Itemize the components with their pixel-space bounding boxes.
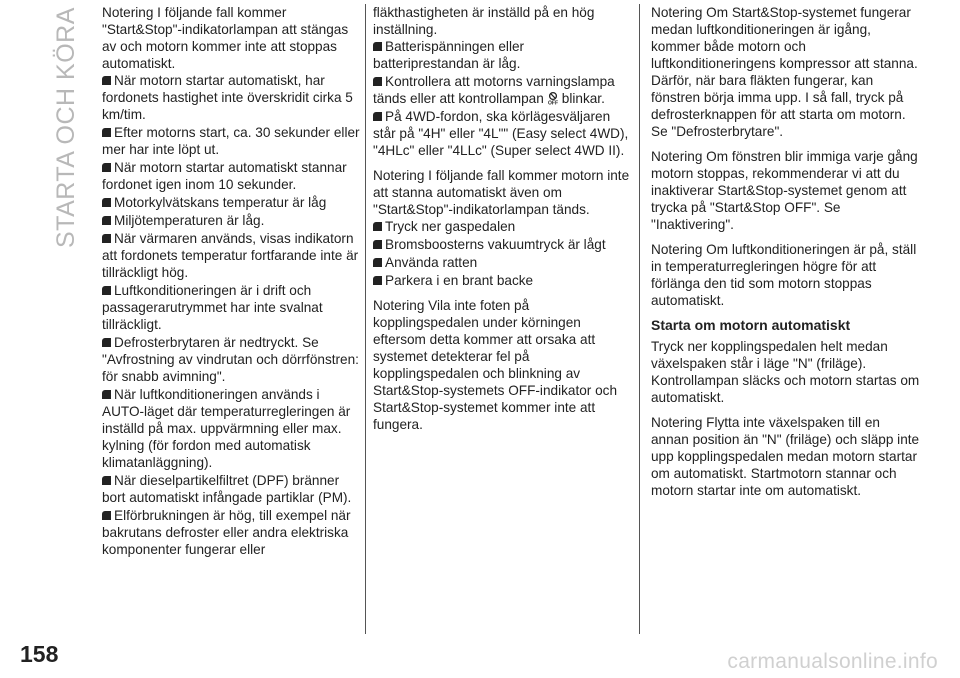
list-item-text: När luftkonditioneringen används i AUTO-läget där temperaturregleringen är inställd på max. uppvärmning eller max. kylning (för fordon med automatisk klimatanläggning). — [102, 387, 351, 470]
list-item — [102, 159, 364, 193]
bullet-icon — [102, 286, 111, 295]
list-item-text: På 4WD-fordon, ska körlägesväljaren står på "4H" eller "4L"" (Easy select 4WD), "4HLc" eller "4LLc" (Super select 4WD II). — [373, 109, 629, 158]
bullet-icon — [102, 198, 111, 207]
list-item — [102, 334, 364, 385]
list-item-text: Elförbrukningen är hög, till exempel när bakrutans defroster eller andra elektriska komponenter fungerar eller — [102, 508, 351, 557]
start-stop-off-lamp-icon — [546, 91, 560, 105]
list-item-text: När motorn startar automatiskt stannar fordonet igen inom 10 sekunder. — [102, 160, 347, 192]
list-item — [102, 72, 364, 123]
column-divider — [365, 4, 366, 634]
list-item — [373, 38, 631, 72]
note-paragraph: Notering Om luftkonditioneringen är på, ställ in temperaturregleringen högre för att förlänga den tid som motorn stoppas automatiskt. — [651, 242, 917, 308]
list-item — [102, 212, 364, 229]
list-item — [102, 282, 364, 333]
list-item — [373, 272, 631, 289]
section-side-title-text: STARTA OCH KÖRA — [52, 7, 80, 248]
bullet-icon — [373, 276, 382, 285]
list-item-text: När värmaren används, visas indikatorn att fordonets temperatur fortfarande inte är tillräckligt hög. — [102, 231, 359, 280]
bullet-icon — [102, 338, 111, 347]
list-item-text: Batterispänningen eller batteriprestandan är låg. — [373, 39, 525, 71]
list-item-text: Luftkonditioneringen är i drift och passagerarutrymmet har inte svalnat tillräckligt. — [102, 283, 323, 332]
lamp-icon-label: OFF — [547, 100, 558, 105]
bullet-icon — [102, 128, 111, 137]
list-item — [373, 254, 631, 271]
note-paragraph: Notering Vila inte foten på kopplingspedalen under körningen eftersom detta kommer att orsaka att systemet detekterar fel på kopplingspedalen och blinkning av Start&Stop-systemets OFF-indikator och Start&Stop-systemet kommer inte att fungera. — [373, 298, 618, 432]
list-item — [102, 386, 364, 471]
list-item-text: Defrosterbrytaren är nedtryckt. Se "Avfrostning av vindrutan och dörrfönstren: för snabb avimning". — [102, 335, 359, 384]
bullet-icon — [102, 476, 111, 485]
bullet-icon — [102, 234, 111, 243]
note-paragraph: Notering Om Start&Stop-systemet fungerar medan luftkonditioneringen är igång, kommer både motorn och luftkonditioneringens kompressor att stanna. Därför, när bara fläkten fungerar, kan fönstren börja imma upp. I så fall, tryck på defrosterknappen för att starta om motorn. Se "Defrosterbrytare". — [651, 5, 918, 139]
list-item-text: Tryck ner gaspedalen — [385, 219, 516, 234]
list-item — [102, 124, 364, 158]
list-item — [102, 507, 364, 558]
bullet-icon — [102, 511, 111, 520]
body-paragraph: Tryck ner kopplingspedalen helt medan växelspaken står i läge "N" (friläge). Kontrollampan släcks och motorn startas om automatiskt. — [651, 339, 920, 405]
text-column-1 — [102, 4, 364, 559]
text-column-3 — [651, 4, 921, 507]
list-item — [373, 73, 631, 107]
section-heading: Starta om motorn automatiskt — [651, 317, 851, 333]
continued-text: fläkthastigheten är inställd på en hög inställning. — [373, 5, 595, 37]
watermark: carmanualsonline.info — [727, 650, 938, 673]
list-item-text: Bromsboosterns vakuumtryck är lågt — [385, 237, 606, 252]
list-item-text: Miljötemperaturen är låg. — [114, 213, 265, 228]
bullet-icon — [102, 163, 111, 172]
section-side-title — [52, 8, 88, 248]
list-item — [373, 236, 631, 253]
list-item-text: Efter motorns start, ca. 30 sekunder eller mer har inte löpt ut. — [102, 125, 360, 157]
bullet-icon — [373, 42, 382, 51]
bullet-icon — [102, 76, 111, 85]
list-item — [102, 472, 364, 506]
list-item — [373, 108, 631, 159]
bullet-icon — [102, 216, 111, 225]
bullet-icon — [102, 390, 111, 399]
list-item — [102, 230, 364, 281]
list-item — [102, 194, 364, 211]
list-item-text: Parkera i en brant backe — [385, 273, 534, 288]
bullet-icon — [373, 222, 382, 231]
column-divider — [639, 4, 640, 634]
note-paragraph: Notering Flytta inte växelspaken till en annan position än "N" (friläge) och släpp inte upp kopplingspedalen medan motorn startar om automatiskt. Startmotorn stannar och motorn startar inte om automatiskt. — [651, 415, 920, 498]
list-item-text: blinkar. — [561, 91, 605, 106]
bullet-icon — [373, 112, 382, 121]
bullet-icon — [373, 240, 382, 249]
text-column-2 — [373, 4, 631, 441]
list-item-text: Motorkylvätskans temperatur är låg — [114, 195, 327, 210]
note-paragraph: Notering I följande fall kommer "Start&Stop"-indikatorlampan att stängas av och motorn kommer inte att stoppas automatiskt. — [102, 5, 349, 71]
list-item-text: När motorn startar automatiskt, har fordonets hastighet inte överskridit cirka 5 km/tim. — [102, 73, 353, 122]
list-item-text: När dieselpartikelfiltret (DPF) bränner bort automatiskt infångade partiklar (PM). — [102, 473, 352, 505]
bullet-icon — [373, 258, 382, 267]
list-item-text: Använda ratten — [385, 255, 478, 270]
page-number: 158 — [20, 641, 59, 667]
note-paragraph: Notering I följande fall kommer motorn inte att stanna automatiskt även om "Start&Stop"-indikatorlampan tänds. — [373, 168, 630, 217]
list-item-text: Kontrollera att motorns varningslampa tänds eller att kontrollampan — [373, 74, 615, 106]
note-paragraph: Notering Om fönstren blir immiga varje gång motorn stoppas, rekommenderar vi att du inaktiverar Start&Stop-systemet genom att trycka på "Start&Stop OFF". Se "Inaktivering". — [651, 149, 918, 232]
bullet-icon — [373, 77, 382, 86]
list-item — [373, 218, 631, 235]
